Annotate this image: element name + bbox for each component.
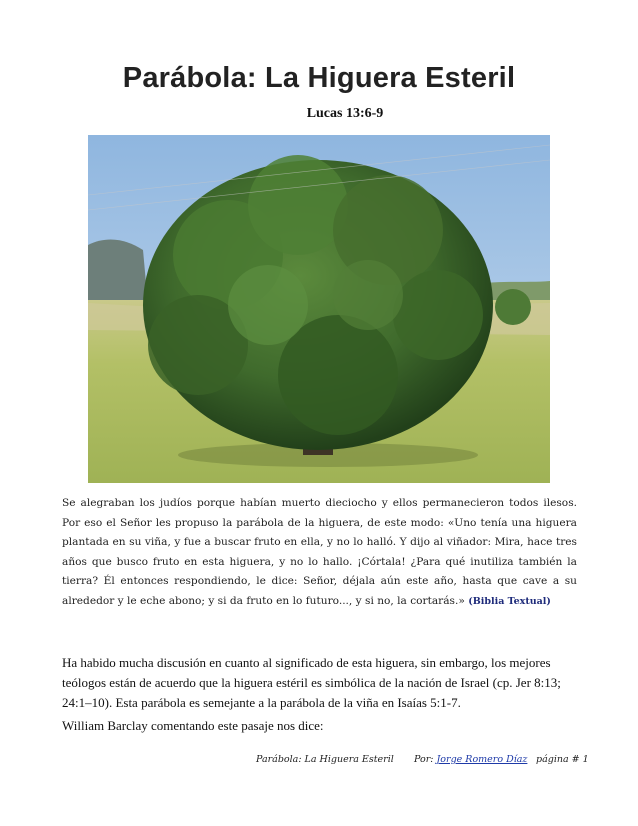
distant-hill [88,240,148,305]
author-link[interactable]: Jorge Romero Díaz [436,754,528,765]
footer-by-label: Por: [414,754,434,765]
footer-page-number: página # 1 [536,754,589,765]
fig-tree-photo [88,135,550,483]
footer-author [414,754,527,765]
document-title: Parábola: La Higuera Esteril [122,62,516,94]
paragraph-scripture [62,494,577,612]
paragraph-barclay-intro: William Barclay comentando este pasaje nos dice: [62,718,324,733]
paragraph-scripture-text: Se alegraban los judíos porque habían muerto dieciocho y ellos permanecieron todos ilesos. Por eso el Señor les propuso la parábola de la higuera, de este modo: «Uno tenía una higuera plantada en su viña, y fue a buscar fruto en ella, y no lo halló. Y dijo al viñador: Mira, hace tres años que busco fruto en esta higuera, y no lo hallo. ¡Córtala! ¿Para qué inutiliza también la tierra? Él entonces respondiendo, le dice: Señor, déjala aún este año, hasta que cave a su alrededor y le eche abono; y si da fruto en lo futuro..., y si no, la cortarás.» [62,497,577,607]
paragraph-commentary: Ha habido mucha discusión en cuanto al significado de esta higuera, sin embargo, los mejores teólogos están de acuerdo que la higuera estéril es simbólica de la nación de Israel (cp. Jer 8:13; 24:1–10). Esta parábola es semejante a la parábola de la viña en Isaías 5:1-7. [62,655,561,710]
footer-document-title: Parábola: La Higuera Esteril [256,754,394,765]
scripture-reference: Lucas 13:6-9 [306,106,384,121]
small-shrub [495,289,531,325]
bible-source-label: (Biblia Textual) [468,595,551,607]
